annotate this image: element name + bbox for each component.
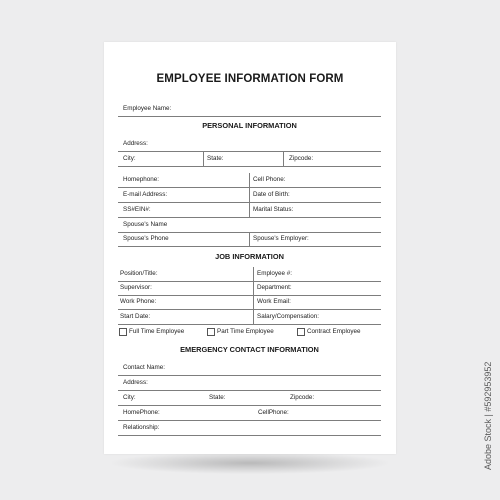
- part-time-checkbox[interactable]: [207, 328, 215, 336]
- job-workphone-row: [118, 295, 381, 310]
- employee-name-row: [118, 102, 381, 117]
- start-date-label: Start Date:: [120, 313, 151, 320]
- emergency-city-row: [118, 391, 381, 406]
- full-time-checkbox[interactable]: [119, 328, 127, 336]
- job-position-row: [118, 267, 381, 282]
- section-personal-heading: PERSONAL INFORMATION: [202, 121, 297, 130]
- emergency-relationship-row: [118, 421, 381, 436]
- emergency-city-label: City:: [123, 394, 136, 401]
- part-time-label: Part Time Employee: [217, 328, 274, 335]
- employee-name-label: Employee Name:: [123, 105, 172, 112]
- spouse-phone-row: [118, 232, 381, 247]
- contact-name-label: Contact Name:: [123, 364, 165, 371]
- emergency-contact-row: [118, 361, 381, 376]
- salary-label: Salary/Compensation:: [253, 310, 319, 324]
- address-label: Address:: [123, 140, 148, 147]
- contract-checkbox[interactable]: [297, 328, 305, 336]
- city-label: City:: [123, 155, 136, 162]
- work-email-label: Work Email:: [253, 295, 291, 309]
- paper-shadow: [112, 452, 388, 474]
- cellphone-label: Cell Phone:: [249, 173, 286, 187]
- emergency-homephone-label: HomePhone:: [123, 409, 160, 416]
- section-emergency-heading: EMERGENCY CONTACT INFORMATION: [180, 345, 319, 354]
- zipcode-label: Zipcode:: [283, 152, 313, 166]
- work-phone-label: Work Phone:: [120, 298, 157, 305]
- personal-address-row: [118, 137, 381, 152]
- stock-watermark: Adobe Stock | #592953952: [483, 361, 493, 470]
- emergency-zipcode-label: Zipcode:: [290, 394, 315, 401]
- job-supervisor-row: [118, 281, 381, 296]
- marital-status-label: Marital Status:: [249, 203, 293, 217]
- personal-ssein-row: [118, 203, 381, 218]
- personal-email-row: [118, 188, 381, 203]
- personal-city-row: [118, 152, 381, 167]
- emergency-state-label: State:: [209, 394, 226, 401]
- employment-type-row: [118, 325, 381, 339]
- full-time-label: Full Time Employee: [129, 328, 185, 335]
- contract-label: Contract Employee: [307, 328, 361, 335]
- emergency-cellphone-label: CellPhone:: [258, 409, 289, 416]
- emergency-address-row: [118, 376, 381, 391]
- spouse-name-label: Spouse's Name: [123, 221, 168, 228]
- position-title-label: Position/Title:: [120, 270, 158, 277]
- form-title: EMPLOYEE INFORMATION FORM: [156, 73, 344, 85]
- form-page: [104, 42, 396, 454]
- supervisor-label: Supervisor:: [120, 284, 152, 291]
- section-job-heading: JOB INFORMATION: [215, 252, 284, 261]
- state-label: State:: [203, 152, 223, 166]
- email-label: E-mail Address:: [123, 191, 168, 198]
- spouse-phone-label: Spouse's Phone: [123, 235, 169, 242]
- department-label: Department:: [253, 281, 292, 295]
- emergency-phone-row: [118, 406, 381, 421]
- ssein-label: SS#EIN#:: [123, 206, 151, 213]
- employee-number-label: Employee #:: [253, 267, 292, 281]
- emergency-address-label: Address:: [123, 379, 148, 386]
- spouse-employer-label: Spouse's Employer:: [249, 232, 309, 246]
- dob-label: Date of Birth:: [249, 188, 290, 202]
- relationship-label: Relationship:: [123, 424, 160, 431]
- spouse-name-row: [118, 218, 381, 233]
- homephone-label: Homephone:: [123, 176, 160, 183]
- personal-phone-row: [118, 173, 381, 188]
- job-startdate-row: [118, 310, 381, 325]
